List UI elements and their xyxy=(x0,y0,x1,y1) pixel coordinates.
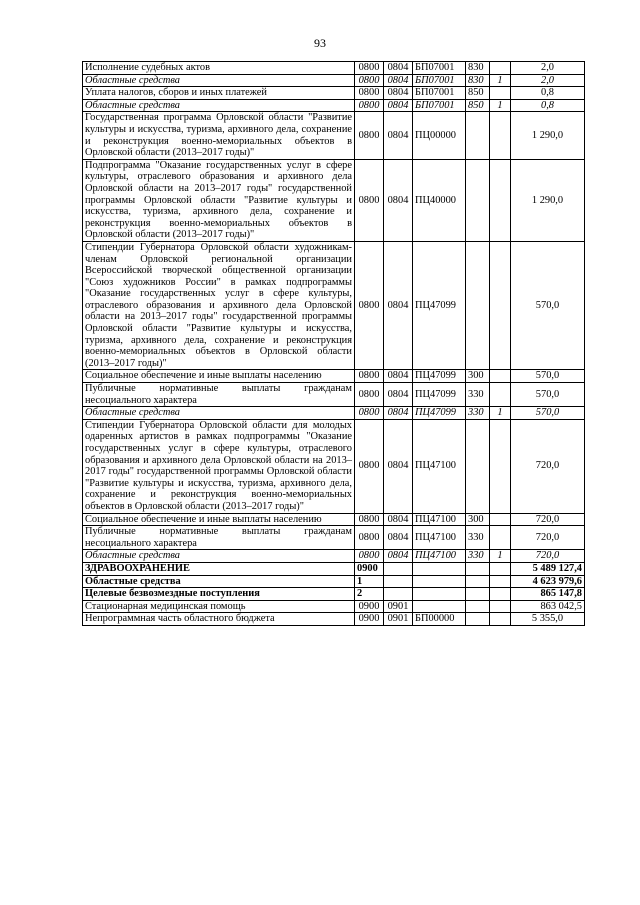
table-row xyxy=(83,87,585,100)
subsection-code-cell: 0901 xyxy=(384,600,413,613)
name-cell: Областные средства xyxy=(83,575,355,588)
table-row xyxy=(83,600,585,613)
name-cell: Публичные нормативные выплаты гражданам несоциального характера xyxy=(83,383,355,407)
table-row xyxy=(83,112,585,159)
target-article-code-cell: ПЦ40000 xyxy=(413,159,466,241)
target-article-code-cell xyxy=(413,588,466,601)
target-article-code-cell: ПЦ47099 xyxy=(413,407,466,420)
table-row xyxy=(83,562,585,575)
target-article-code-cell xyxy=(413,600,466,613)
target-article-code-cell: ПЦ47099 xyxy=(413,383,466,407)
amount-cell: 1 290,0 xyxy=(511,159,585,241)
amount-cell: 865 147,8 xyxy=(511,588,585,601)
page-number: 93 xyxy=(314,36,326,50)
name-cell: Стационарная медицинская помощь xyxy=(83,600,355,613)
table-row xyxy=(83,370,585,383)
funding-source-code-cell xyxy=(490,588,511,601)
section-code-cell: 0800 xyxy=(355,159,384,241)
expense-type-code-cell: 850 xyxy=(466,87,490,100)
section-code-cell: 0800 xyxy=(355,74,384,87)
amount-cell: 570,0 xyxy=(511,241,585,370)
target-article-code-cell: ПЦ00000 xyxy=(413,112,466,159)
name-cell: Публичные нормативные выплаты гражданам несоциального характера xyxy=(83,526,355,550)
section-code-cell: 0800 xyxy=(355,241,384,370)
section-code-cell: 0800 xyxy=(355,62,384,75)
amount-cell: 2,0 xyxy=(511,74,585,87)
expense-type-code-cell: 330 xyxy=(466,407,490,420)
subsection-code-cell xyxy=(384,562,413,575)
funding-source-code-cell xyxy=(490,159,511,241)
name-cell: Целевые безвозмездные поступления xyxy=(83,588,355,601)
expense-type-code-cell xyxy=(466,419,490,513)
name-cell: Стипендии Губернатора Орловской области для молодых одаренных артистов в рамках подпрограммы "Оказание государственных услуг в сфере культуры, отраслевого образования и архивного дела Орловской области на 2013–2017 годы" государственной программы Орловской области "Развитие культуры и искусства, туризма, архивного дела, сохранение и реконструкция военно-мемориальных объектов в Орловской области (2013–2017 годы)" xyxy=(83,419,355,513)
section-code-cell: 0800 xyxy=(355,383,384,407)
subsection-code-cell: 0804 xyxy=(384,513,413,526)
funding-source-code-cell: 1 xyxy=(490,74,511,87)
amount-cell: 720,0 xyxy=(511,419,585,513)
name-cell: Исполнение судебных актов xyxy=(83,62,355,75)
amount-cell: 4 623 979,6 xyxy=(511,575,585,588)
section-code-cell: 0800 xyxy=(355,526,384,550)
section-code-cell: 0800 xyxy=(355,550,384,563)
section-code-cell: 1 xyxy=(355,575,384,588)
section-code-cell: 0800 xyxy=(355,99,384,112)
target-article-code-cell: БП00000 xyxy=(413,613,466,626)
funding-source-code-cell: 1 xyxy=(490,99,511,112)
target-article-code-cell: ПЦ47100 xyxy=(413,526,466,550)
table-row xyxy=(83,407,585,420)
amount-cell: 570,0 xyxy=(511,407,585,420)
target-article-code-cell: ПЦ47100 xyxy=(413,513,466,526)
expense-type-code-cell: 330 xyxy=(466,550,490,563)
table-row xyxy=(83,588,585,601)
expense-type-code-cell xyxy=(466,112,490,159)
amount-cell: 720,0 xyxy=(511,513,585,526)
expense-type-code-cell xyxy=(466,159,490,241)
funding-source-code-cell xyxy=(490,241,511,370)
subsection-code-cell: 0804 xyxy=(384,74,413,87)
table-row xyxy=(83,513,585,526)
budget-table xyxy=(82,61,585,626)
table-row xyxy=(83,550,585,563)
expense-type-code-cell xyxy=(466,588,490,601)
subsection-code-cell: 0804 xyxy=(384,407,413,420)
table-row xyxy=(83,526,585,550)
amount-cell: 2,0 xyxy=(511,62,585,75)
table-row xyxy=(83,99,585,112)
target-article-code-cell xyxy=(413,562,466,575)
expense-type-code-cell xyxy=(466,241,490,370)
funding-source-code-cell xyxy=(490,513,511,526)
funding-source-code-cell xyxy=(490,613,511,626)
name-cell: Областные средства xyxy=(83,407,355,420)
expense-type-code-cell xyxy=(466,562,490,575)
section-code-cell: 0800 xyxy=(355,419,384,513)
expense-type-code-cell: 300 xyxy=(466,370,490,383)
funding-source-code-cell: 1 xyxy=(490,550,511,563)
name-cell: Социальное обеспечение и иные выплаты населению xyxy=(83,370,355,383)
target-article-code-cell xyxy=(413,575,466,588)
name-cell: ЗДРАВООХРАНЕНИЕ xyxy=(83,562,355,575)
amount-cell: 570,0 xyxy=(511,383,585,407)
subsection-code-cell xyxy=(384,575,413,588)
funding-source-code-cell: 1 xyxy=(490,407,511,420)
subsection-code-cell xyxy=(384,588,413,601)
target-article-code-cell: ПЦ47100 xyxy=(413,550,466,563)
section-code-cell: 0800 xyxy=(355,407,384,420)
amount-cell: 570,0 xyxy=(511,370,585,383)
subsection-code-cell: 0804 xyxy=(384,99,413,112)
target-article-code-cell: ПЦ47099 xyxy=(413,370,466,383)
subsection-code-cell: 0804 xyxy=(384,550,413,563)
expense-type-code-cell: 330 xyxy=(466,526,490,550)
expense-type-code-cell: 850 xyxy=(466,99,490,112)
expense-type-code-cell xyxy=(466,575,490,588)
subsection-code-cell: 0804 xyxy=(384,241,413,370)
subsection-code-cell: 0804 xyxy=(384,419,413,513)
table-row xyxy=(83,419,585,513)
expense-type-code-cell xyxy=(466,613,490,626)
section-code-cell: 0900 xyxy=(355,613,384,626)
funding-source-code-cell xyxy=(490,419,511,513)
section-code-cell: 0900 xyxy=(355,562,384,575)
funding-source-code-cell xyxy=(490,575,511,588)
table-row xyxy=(83,575,585,588)
subsection-code-cell: 0901 xyxy=(384,613,413,626)
name-cell: Непрограммная часть областного бюджета xyxy=(83,613,355,626)
table-row xyxy=(83,241,585,370)
section-code-cell: 0900 xyxy=(355,600,384,613)
funding-source-code-cell xyxy=(490,526,511,550)
amount-cell: 0,8 xyxy=(511,99,585,112)
table-row xyxy=(83,159,585,241)
name-cell: Социальное обеспечение и иные выплаты населению xyxy=(83,513,355,526)
amount-cell: 720,0 xyxy=(511,550,585,563)
name-cell: Областные средства xyxy=(83,550,355,563)
funding-source-code-cell xyxy=(490,600,511,613)
budget-table-body xyxy=(83,62,585,626)
target-article-code-cell: БП07001 xyxy=(413,74,466,87)
funding-source-code-cell xyxy=(490,112,511,159)
name-cell: Стипендии Губернатора Орловской области художникам-членам Орловской региональной организации Всероссийской творческой общественной организации "Союз художников России" в рамках подпрограммы "Оказание государственных услуг в сфере культуры, отраслевого образования и архивного дела Орловской области на 2013–2017 годы" государственной программы Орловской области "Развитие культуры и искусства, туризма, архивного дела, сохранение и реконструкция военно-мемориальных объектов в Орловской области (2013–2017 годы)" xyxy=(83,241,355,370)
amount-cell: 5 489 127,4 xyxy=(511,562,585,575)
expense-type-code-cell: 330 xyxy=(466,383,490,407)
expense-type-code-cell: 830 xyxy=(466,74,490,87)
funding-source-code-cell xyxy=(490,62,511,75)
name-cell: Государственная программа Орловской области "Развитие культуры и искусства, туризма, архивного дела, сохранение и реконструкция военно-мемориальных объектов в Орловской области (2013–2017 годы)" xyxy=(83,112,355,159)
section-code-cell: 0800 xyxy=(355,87,384,100)
table-row xyxy=(83,74,585,87)
expense-type-code-cell: 300 xyxy=(466,513,490,526)
target-article-code-cell: ПЦ47099 xyxy=(413,241,466,370)
amount-cell: 0,8 xyxy=(511,87,585,100)
name-cell: Уплата налогов, сборов и иных платежей xyxy=(83,87,355,100)
table-row xyxy=(83,62,585,75)
amount-cell: 5 355,0 xyxy=(511,613,585,626)
funding-source-code-cell xyxy=(490,562,511,575)
expense-type-code-cell: 830 xyxy=(466,62,490,75)
target-article-code-cell: БП07001 xyxy=(413,62,466,75)
amount-cell: 720,0 xyxy=(511,526,585,550)
name-cell: Областные средства xyxy=(83,99,355,112)
subsection-code-cell: 0804 xyxy=(384,87,413,100)
subsection-code-cell: 0804 xyxy=(384,526,413,550)
section-code-cell: 0800 xyxy=(355,370,384,383)
amount-cell: 863 042,5 xyxy=(511,600,585,613)
name-cell: Областные средства xyxy=(83,74,355,87)
target-article-code-cell: БП07001 xyxy=(413,99,466,112)
table-row xyxy=(83,613,585,626)
funding-source-code-cell xyxy=(490,87,511,100)
funding-source-code-cell xyxy=(490,370,511,383)
amount-cell: 1 290,0 xyxy=(511,112,585,159)
expense-type-code-cell xyxy=(466,600,490,613)
name-cell: Подпрограмма "Оказание государственных услуг в сфере культуры, отраслевого образования и архивного дела Орловской области на 2013–2017 годы" государственной программы Орловской области "Развитие культуры и искусства, туризма, архивного дела, сохранение и реконструкция военно-мемориальных объектов в Орловской области (2013–2017 годы)" xyxy=(83,159,355,241)
target-article-code-cell: ПЦ47100 xyxy=(413,419,466,513)
target-article-code-cell: БП07001 xyxy=(413,87,466,100)
section-code-cell: 0800 xyxy=(355,513,384,526)
subsection-code-cell: 0804 xyxy=(384,383,413,407)
subsection-code-cell: 0804 xyxy=(384,112,413,159)
funding-source-code-cell xyxy=(490,383,511,407)
subsection-code-cell: 0804 xyxy=(384,62,413,75)
section-code-cell: 0800 xyxy=(355,112,384,159)
section-code-cell: 2 xyxy=(355,588,384,601)
subsection-code-cell: 0804 xyxy=(384,159,413,241)
subsection-code-cell: 0804 xyxy=(384,370,413,383)
table-row xyxy=(83,383,585,407)
